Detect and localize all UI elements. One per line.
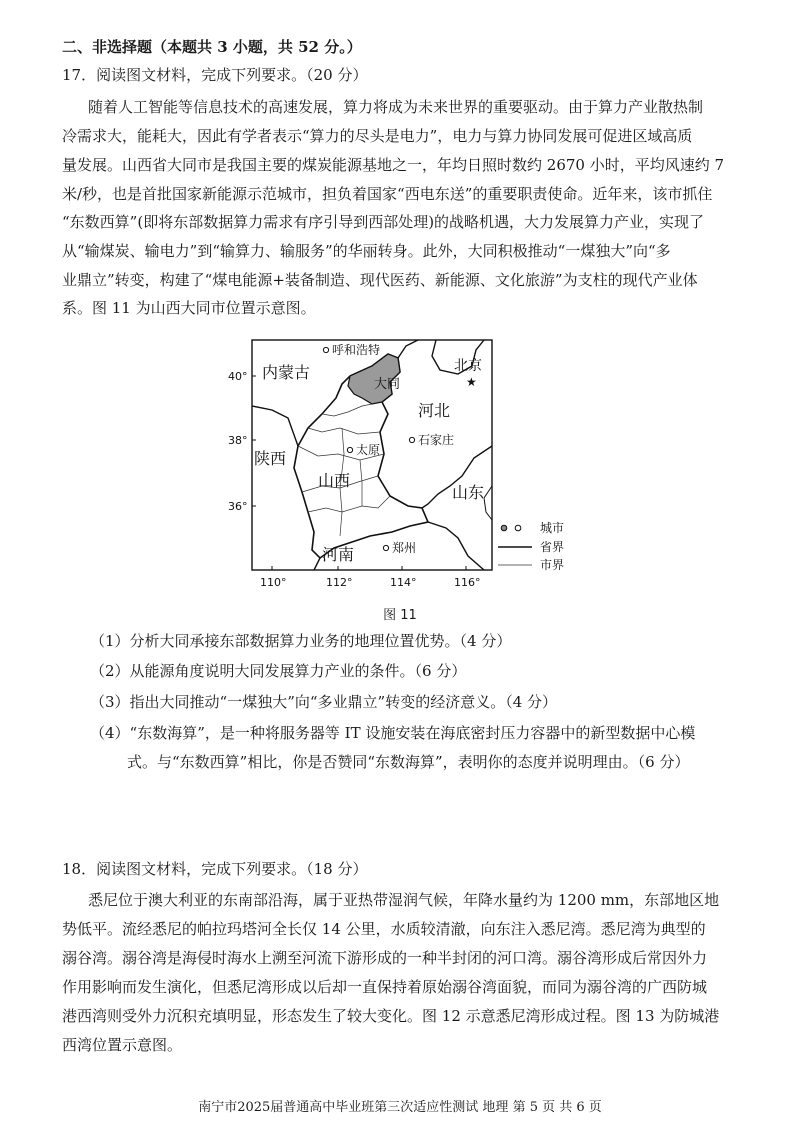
q17-paragraph-line: 量发展。山西省大同市是我国主要的煤炭能源基地之一，年均日照时数约 2670 小时，平均风速约 7 bbox=[62, 156, 725, 174]
legend-city-label: 城市 bbox=[540, 521, 565, 535]
region-label-hebei: 河北 bbox=[418, 401, 451, 420]
city-label-shijiazhuang: 石家庄 bbox=[418, 433, 455, 447]
q17-paragraph-line: 业鼎立”转变，构建了“煤电能源+装备制造、现代医药、新能源、文化旅游”为支柱的现代产业体 bbox=[62, 271, 698, 289]
lon-label: 116° bbox=[454, 576, 481, 589]
q18-paragraph-line: 作用影响而发生演化，但悉尼湾形成以后却一直保持着原始溺谷湾面貌，而同为溺谷湾的广西防城 bbox=[62, 978, 708, 996]
q17-title: 17．阅读图文材料，完成下列要求。（20 分） bbox=[62, 66, 368, 84]
city-marker-zhengzhou bbox=[383, 545, 388, 550]
q18-title: 18．阅读图文材料，完成下列要求。（18 分） bbox=[62, 860, 368, 878]
q17-paragraph-line: 随着人工智能等信息技术的高速发展，算力将成为未来世界的重要驱动。由于算力产业散热制 bbox=[88, 98, 704, 116]
region-label-shaanxi: 陕西 bbox=[254, 449, 287, 468]
region-label-neimenggu: 内蒙古 bbox=[262, 363, 311, 382]
city-marker-shijiazhuang bbox=[409, 437, 414, 442]
region-label-shanxi: 山西 bbox=[318, 471, 351, 490]
city-marker-taiyuan bbox=[347, 447, 352, 452]
lon-label: 112° bbox=[326, 576, 353, 589]
q17-subquestion-3: （3）指出大同推动“一煤独大”向“多业鼎立”转变的经济意义。（4 分） bbox=[90, 693, 558, 711]
q17-paragraph-line: 冷需求大，能耗大，因此有学者表示“算力的尽头是电力”，电力与算力协同发展可促进区域高质 bbox=[62, 127, 693, 145]
q18-paragraph-line: 港西湾则受外力沉积充填明显，形态发生了较大变化。图 12 示意悉尼湾形成过程。图 13 为防城港 bbox=[62, 1007, 720, 1025]
lon-label: 110° bbox=[260, 576, 287, 589]
legend-city-icon bbox=[501, 525, 507, 531]
legend-city-icon bbox=[515, 525, 521, 531]
datong-location-map bbox=[222, 336, 598, 596]
beijing-star-icon: ★ bbox=[466, 375, 477, 389]
lat-label: 40° bbox=[228, 370, 248, 383]
q17-paragraph-line: “东数西算”(即将东部数据算力需求有序引导到西部处理)的战略机遇，大力发展算力产业，实现了 bbox=[62, 213, 705, 231]
q18-paragraph-line: 势低平。流经悉尼的帕拉玛塔河全长仅 14 公里，水质较清澈，向东注入悉尼湾。悉尼湾为典型的 bbox=[62, 920, 706, 938]
city-label-datong: 大同 bbox=[374, 377, 401, 392]
lat-label: 36° bbox=[228, 500, 248, 513]
q17-subquestion-4: （4）“东数海算”，是一种将服务器等 IT 设施安装在海底密封压力容器中的新型数据中心模 bbox=[90, 724, 696, 742]
q18-paragraph-line: 悉尼位于澳大利亚的东南部沿海，属于亚热带湿润气候，年降水量约为 1200 mm，东部地区地 bbox=[88, 891, 720, 909]
region-label-shandong: 山东 bbox=[452, 483, 485, 502]
section-heading: 二、非选择题（本题共 3 小题，共 52 分。） bbox=[62, 38, 362, 56]
city-label-taiyuan: 太原 bbox=[356, 443, 381, 457]
q17-subquestion-2: （2）从能源角度说明大同发展算力产业的条件。（6 分） bbox=[90, 662, 467, 680]
legend-province-border-label: 省界 bbox=[540, 540, 565, 554]
q17-subquestion-1: （1）分析大同承接东部数据算力业务的地理位置优势。（4 分） bbox=[90, 632, 512, 650]
city-marker-huhehaote bbox=[323, 347, 328, 352]
city-label-huhehaote: 呼和浩特 bbox=[332, 343, 381, 357]
page-footer: 南宁市2025届普通高中毕业班第三次适应性测试 地理 第 5 页 共 6 页 bbox=[198, 1100, 602, 1115]
city-label-beijing: 北京 bbox=[454, 358, 482, 374]
q17-paragraph-line: 米/秒，也是首批国家新能源示范城市，担负着国家“西电东送”的重要职责使命。近年来，该市抓住 bbox=[62, 185, 713, 203]
figure-11-caption: 图 11 bbox=[383, 608, 417, 623]
city-label-zhengzhou: 郑州 bbox=[392, 541, 417, 555]
lat-label: 38° bbox=[228, 434, 248, 447]
lon-label: 114° bbox=[390, 576, 417, 589]
region-label-henan: 河南 bbox=[322, 545, 355, 564]
q17-subquestion-4-continuation: 式。与“东数西算”相比，你是否赞同“东数海算”，表明你的态度并说明理由。（6 分） bbox=[127, 753, 690, 771]
q18-paragraph-line: 西湾位置示意图。 bbox=[62, 1036, 183, 1054]
q17-paragraph-line: 系。图 11 为山西大同市位置示意图。 bbox=[62, 299, 316, 317]
q17-paragraph-line: 从“输煤炭、输电力”到“输算力、输服务”的华丽转身。此外，大同积极推动“一煤独大”向“多 bbox=[62, 242, 671, 260]
q18-paragraph-line: 溺谷湾。溺谷湾是海侵时海水上溯至河流下游形成的一种半封闭的河口湾。溺谷湾形成后常因外力 bbox=[62, 949, 708, 967]
legend-city-border-label: 市界 bbox=[540, 558, 565, 572]
